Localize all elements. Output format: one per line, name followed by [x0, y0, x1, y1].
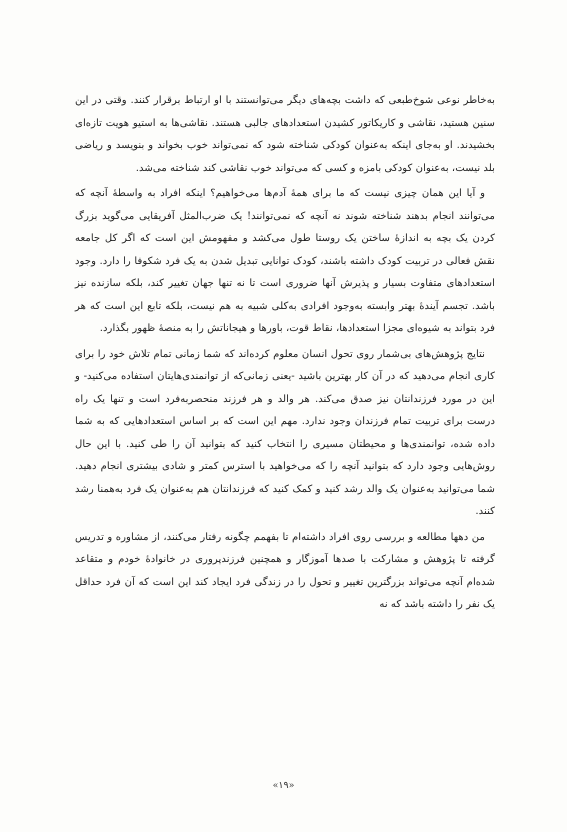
page-number: «۱۹»	[272, 780, 295, 791]
body-text	[75, 90, 495, 617]
paragraph-2: و آیا این همان چیزی نیست که ما برای همهٔ آدم‌ها می‌خواهیم؟ اینکه افراد به واسطهٔ آنچه که می‌توانند انجام بدهند شناخته شوند نه آنچه که نمی‌توانند! یک ضرب‌المثل آفریقایی می‌گوید بزرگ کردن یک بچه به اندازهٔ ساختن یک روستا طول می‌کشد و مفهومش این است که اگر کل جامعه نقش فعالی در تربیت کودک داشته باشند، کودک توانایی تبدیل شدن به یک فرد شکوفا را دارد. وجود استعدادهای متفاوت بسیار و پذیرش آنها ضروری است تا نه تنها جهان تغییر کند، بلکه سازنده نیز باشد. تجسم آیندهٔ بهتر وابسته به‌وجود افرادی به‌کلی شبیه به هم نیست، بلکه تابع این است که هر فرد بتواند به شیوه‌ای مجزا استعدادها، نقاط قوت، باورها و هیجاناتش را به منصهٔ ظهور بگذارد.	[75, 188, 495, 334]
paragraph-4: من دهها مطالعه و بررسی روی افراد داشته‌ام تا بفهمم چگونه رفتار می‌کنند، از مشاوره و تدریس گرفته تا پژوهش و مشارکت با صدها آموزگار و همچنین فرزندپروری در خانوادهٔ خودم و متقاعد شده‌ام آنچه می‌تواند بزرگترین تغییر و تحول را در زندگی فرد ایجاد کند این است که آن فرد حداقل یک نفر را داشته باشد که نه	[75, 531, 495, 610]
paragraph-1: به‌خاطر نوعی شوخ‌طبعی که داشت بچه‌های دیگر می‌توانستند با او ارتباط برقرار کنند. وقتی در این سنین هستید، نقاشی و کاریکاتور کشیدن استعدادهای جالبی هستند. نقاشی‌ها به استیو هویت تازه‌ای بخشیدند. او به‌جای اینکه به‌عنوان کودکی شناخته شود که نمی‌تواند خوب بخواند و بنویسد و ریاضی بلد نیست، به‌عنوان کودکی بامزه و کسی که می‌تواند خوب نقاشی کند شناخته می‌شد.	[75, 95, 495, 174]
paragraph-3: نتایج پژوهش‌های بی‌شمار روی تحول انسان معلوم کرده‌اند که شما زمانی تمام تلاش خود را برای کاری انجام می‌دهید که در آن کار بهترین باشید -یعنی زمانی‌که از توانمندی‌هایتان استفاده می‌کنید- و این در مورد فرزندانتان نیز صدق می‌کند. هر والد و هر فرزند منحصربه‌فرد است و تنها یک راه درست برای تربیت تمام فرزندان وجود ندارد. مهم این است که بر اساس استعدادهایی که به شما داده شده، توانمندی‌ها و محیطتان مسیری را انتخاب کنید که بتوانید آن را طی کنید. با این حال روش‌هایی وجود دارد که بتوانید آنچه را که می‌خواهید با استرس کمتر و شادی بیشتری انجام دهید. شما می‌توانید به‌عنوان یک والد رشد کنید و کمک کنید که فرزندانتان هم به‌عنوان یک فرد به‌همنا رشد کنند.	[75, 348, 495, 517]
